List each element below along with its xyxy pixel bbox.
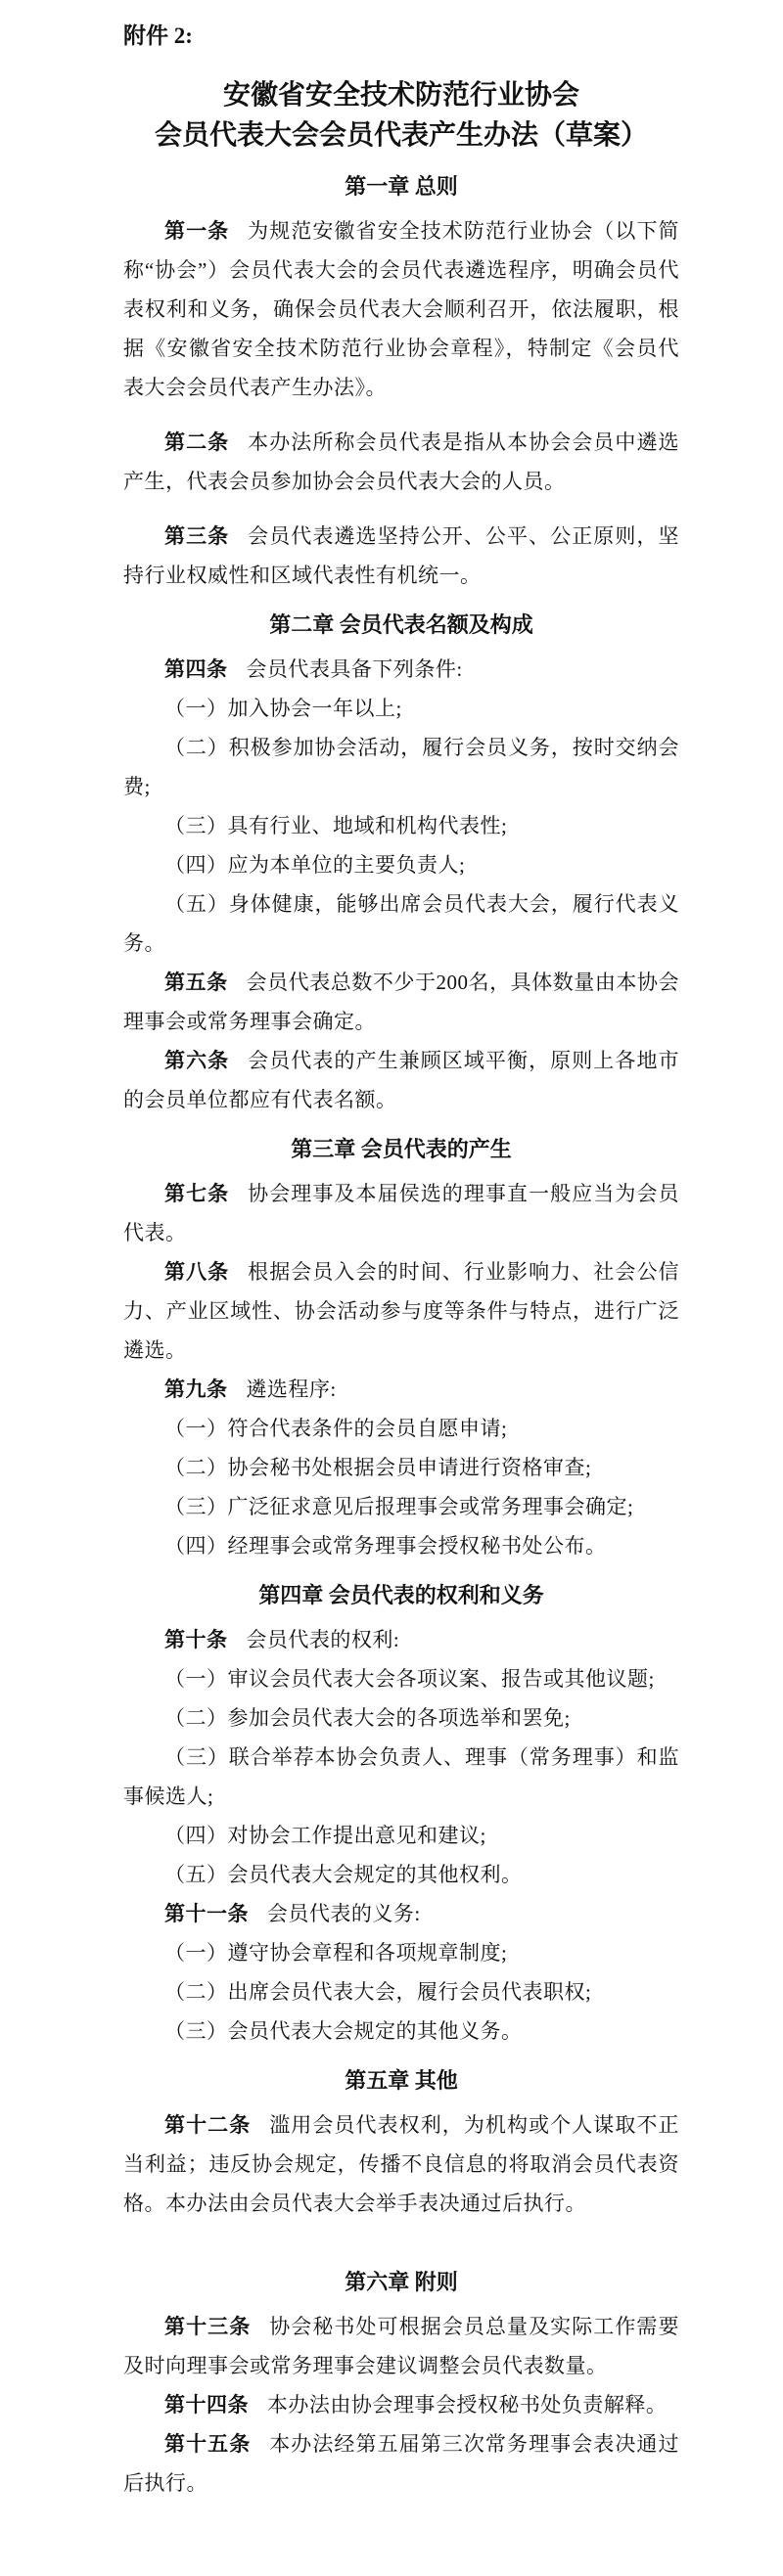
attachment-label: 附件 2: [123,23,193,48]
paragraph-text: （三）联合举荐本协会负责人、理事（常务理事）和监事候选人; [123,1745,679,1808]
article-number: 第九条 [164,1378,228,1401]
paragraph-text: （一）遵守协会章程和各项规章制度; [164,1941,508,1965]
list-item-paragraph [123,2011,679,2051]
article-number: 第十一条 [164,1902,249,1925]
article-number: 第一条 [164,219,230,243]
article-number: 第十四条 [164,2393,249,2417]
paragraph-text: （三）具有行业、地域和机构代表性; [164,814,508,837]
chapter [123,2268,679,2503]
paragraph-text: （三）广泛征求意见后报理事会或常务理事会确定; [164,1495,634,1518]
paragraph-text: （二）协会秘书处根据会员申请进行资格审查; [164,1456,592,1479]
article-paragraph [123,1041,679,1119]
document-body [123,172,679,2503]
paragraph-text: 遴选程序: [246,1378,337,1401]
chapter [123,2066,679,2223]
article-number: 第八条 [164,1260,230,1284]
paragraph-text: 会员代表遴选坚持公开、公平、公正原则，坚持行业权威性和区域代表性有机统一。 [123,524,680,587]
article-number: 第六条 [164,1049,230,1072]
chapter [123,172,679,595]
list-item-paragraph [123,1933,679,1972]
paragraph-text: （一）审议会员代表大会各项议案、报告或其他议题; [164,1667,655,1691]
paragraph-text: 滥用会员代表权利，为机构或个人谋取不正当利益；违反协会规定，传播不良信息的将取消会员代表资格。本办法由会员代表大会举手表决通过后执行。 [123,2113,680,2215]
list-item-paragraph [123,689,679,728]
chapter-heading: 第五章 其他 [345,2068,458,2093]
list-item-paragraph [123,1526,679,1565]
paragraph-text: 会员代表的产生兼顾区域平衡，原则上各地市的会员单位都应有代表名额。 [123,1049,680,1111]
article-paragraph [123,1894,679,1933]
article-paragraph [123,963,679,1041]
paragraph-text: 本办法由协会理事会授权秘书处负责解释。 [266,2393,668,2417]
article-paragraph [123,517,679,595]
list-item-paragraph [123,845,679,884]
paragraph-text: （二）出席会员代表大会，履行会员代表职权; [164,1980,592,2004]
paragraph-text: （四）应为本单位的主要负责人; [164,853,466,877]
document-title-line-1: 安徽省安全技术防范行业协会 [222,80,579,111]
article-paragraph [123,2385,679,2424]
paragraph-text: （四）经理事会或常务理事会授权秘书处公布。 [164,1534,607,1558]
list-item-paragraph [123,1487,679,1526]
paragraph-text: （三）会员代表大会规定的其他义务。 [164,2019,523,2043]
chapter-heading: 第四章 会员代表的权利和义务 [258,1583,544,1607]
list-item-paragraph [123,728,679,806]
paragraph-text: 协会秘书处可根据会员总量及实际工作需要及时向理事会或常务理事会建议调整会员代表数量。 [123,2315,680,2377]
paragraph-text: 会员代表总数不少于200名，具体数量由本协会理事会或常务理事会确定。 [123,971,680,1033]
article-number: 第四条 [164,657,228,681]
list-item-paragraph [123,1972,679,2011]
list-item-paragraph [123,806,679,845]
list-item-paragraph [123,884,679,963]
article-number: 第五条 [164,971,228,994]
paragraph-text: （五）会员代表大会规定的其他权利。 [164,1863,523,1886]
article-paragraph [123,650,679,689]
chapter-heading: 第六章 附则 [345,2270,458,2294]
article-number: 第七条 [164,1182,230,1205]
paragraph-text: （四）对协会工作提出意见和建议; [164,1824,486,1847]
paragraph-text: 本办法经第五届第三次常务理事会表决通过后执行。 [123,2432,680,2495]
paragraph-text: 会员代表具备下列条件: [246,657,463,681]
list-item-paragraph [123,1738,679,1816]
article-paragraph [123,2105,679,2223]
article-paragraph [123,2424,679,2503]
paragraph-text: （二）积极参加协会活动，履行会员义务，按时交纳会费; [123,736,679,798]
article-paragraph [123,211,679,407]
list-item-paragraph [123,1816,679,1855]
article-number: 第十条 [164,1628,228,1651]
list-item-paragraph [123,1409,679,1448]
article-paragraph [123,1620,679,1659]
list-item-paragraph [123,1448,679,1487]
article-paragraph [123,1370,679,1409]
paragraph-text: 协会理事及本届侯选的理事直一般应当为会员代表。 [123,1182,680,1244]
chapter-heading: 第三章 会员代表的产生 [291,1137,512,1161]
list-item-paragraph [123,1698,679,1738]
chapter-heading: 第一章 总则 [345,174,458,199]
chapter-heading: 第二章 会员代表名额及构成 [269,612,533,637]
paragraph-text: （一）符合代表条件的会员自愿申请; [164,1417,508,1440]
list-item-paragraph [123,1855,679,1894]
article-number: 第三条 [164,524,230,548]
article-paragraph [123,2307,679,2385]
article-paragraph [123,1252,679,1370]
paragraph-text: 会员代表的义务: [266,1902,421,1925]
chapter [123,1581,679,2051]
paragraph-text: 根据会员入会的时间、行业影响力、社会公信力、产业区域性、协会活动参与度等条件与特点，进行广泛遴选。 [123,1260,680,1362]
article-paragraph [123,1174,679,1252]
paragraph-text: 为规范安徽省安全技术防范行业协会（以下简称“协会”）会员代表大会的会员代表遴选程序，明确会员代表权利和义务，确保会员代表大会顺利召开，依法履职，根据《安徽省安全技术防范行业协会章程》，特制定《会员代表大会会员代表产生办法》。 [123,219,680,399]
article-number: 第十二条 [164,2113,252,2137]
document-title-line-2: 会员代表大会会员代表产生办法（草案） [154,120,648,151]
list-item-paragraph [123,1659,679,1698]
paragraph-text: （五）身体健康，能够出席会员代表大会，履行代表义务。 [123,892,679,955]
paragraph-text: （一）加入协会一年以上; [164,697,402,720]
chapter [123,610,679,1119]
article-number: 第十三条 [164,2315,252,2338]
paragraph-text: 本办法所称会员代表是指从本协会会员中遴选产生，代表会员参加协会会员代表大会的人员。 [123,430,680,493]
chapter [123,1135,679,1565]
article-paragraph [123,423,679,501]
article-number: 第二条 [164,430,230,454]
paragraph-text: 会员代表的权利: [246,1628,400,1651]
article-number: 第十五条 [164,2432,252,2456]
paragraph-text: （二）参加会员代表大会的各项选举和罢免; [164,1706,571,1730]
